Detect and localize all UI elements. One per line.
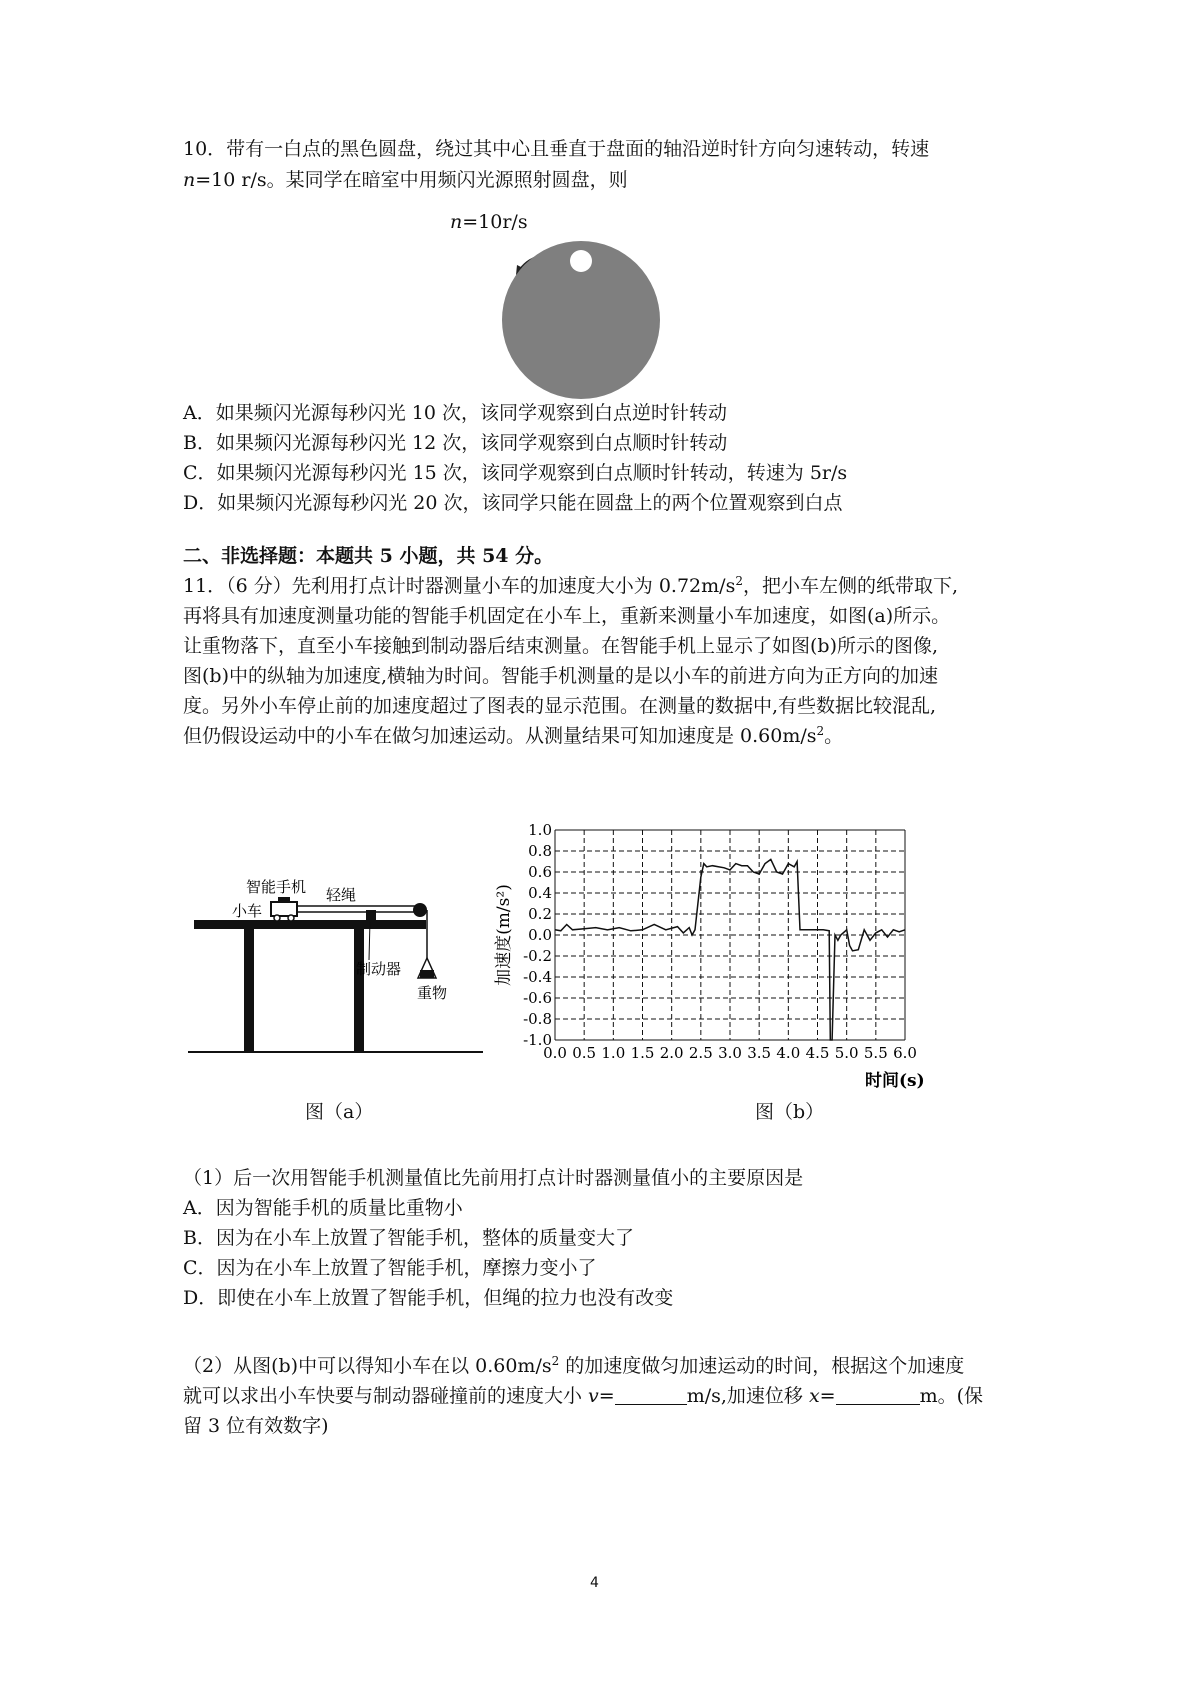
y-tick-label: 0.4 — [528, 884, 552, 902]
x-tick-label: 4.0 — [776, 1044, 801, 1062]
q11-part2-line2: 就可以求出小车快要与制动器碰撞前的速度大小 v= m/s,加速位移 x= m。(保 — [183, 1385, 984, 1407]
x-tick-label: 2.5 — [688, 1044, 713, 1062]
white-dot — [570, 250, 592, 272]
y-tick-label: -1.0 — [523, 1031, 552, 1049]
q11-part1-option-c: C．因为在小车上放置了智能手机，摩擦力变小了 — [183, 1257, 597, 1279]
x-tick-label: 1.5 — [630, 1044, 655, 1062]
q11-stem-line5: 度。另外小车停止前的加速度超过了图表的显示范围。在测量的数据中,有些数据比较混乱, — [183, 695, 937, 717]
page-number: 4 — [590, 1575, 599, 1591]
smartphone — [278, 897, 290, 902]
rotating-disc-figure — [430, 205, 730, 405]
x-tick-label: 5.5 — [863, 1044, 888, 1062]
q10-option-b: B．如果频闪光源每秒闪光 12 次，该同学观察到白点顺时针转动 — [183, 432, 728, 454]
y-tick-label: 1.0 — [528, 821, 552, 839]
y-tick-label: 0.8 — [528, 842, 552, 860]
section2-title: 二、非选择题：本题共 5 小题，共 54 分。 — [183, 545, 554, 567]
y-tick-label: -0.2 — [523, 947, 552, 965]
weight-block — [420, 970, 434, 978]
q11-stem-line3: 让重物落下，直至小车接触到制动器后结束测量。在智能手机上显示了如图(b)所示的图像, — [183, 635, 939, 657]
cart-body — [271, 902, 297, 916]
x-tick-label: 3.0 — [718, 1044, 742, 1062]
x-tick-label: 5.0 — [834, 1044, 859, 1062]
table-top — [194, 920, 426, 929]
label-phone: 智能手机 — [246, 878, 307, 896]
q10-option-d: D．如果频闪光源每秒闪光 20 次，该同学只能在圆盘上的两个位置观察到白点 — [183, 492, 843, 514]
label-rope: 轻绳 — [326, 886, 357, 904]
x-tick-label: 0.0 — [543, 1044, 567, 1062]
y-tick-label: -0.4 — [523, 968, 552, 986]
disc-drawing — [430, 205, 730, 405]
x-tick-label: 0.5 — [572, 1044, 597, 1062]
q10-option-c: C．如果频闪光源每秒闪光 15 次，该同学观察到白点顺时针转动，转速为 5r/s — [183, 462, 848, 484]
q10-option-a: A．如果频闪光源每秒闪光 10 次，该同学观察到白点逆时针转动 — [183, 402, 727, 424]
y-tick-label: -0.8 — [523, 1010, 552, 1028]
table-leg-left — [244, 929, 254, 1052]
label-weight: 重物 — [417, 984, 448, 1002]
displacement-answer-blank[interactable] — [836, 1384, 920, 1405]
label-cart: 小车 — [232, 902, 263, 920]
q11-part2-line3: 留 3 位有效数字) — [183, 1415, 329, 1437]
q10-var-n: n — [183, 169, 196, 191]
x-tick-label: 3.5 — [747, 1044, 772, 1062]
q10-stem-line1: 10．带有一白点的黑色圆盘，绕过其中心且垂直于盘面的轴沿逆时针方向匀速转动，转速 — [183, 138, 930, 160]
q11-part1-option-d: D．即使在小车上放置了智能手机，但绳的拉力也没有改变 — [183, 1287, 674, 1309]
x-tick-label: 1.0 — [601, 1044, 626, 1062]
figure-b-acceleration-chart — [494, 820, 1025, 1091]
y-tick-label: 0.2 — [528, 905, 552, 923]
brake-block — [366, 910, 376, 920]
x-axis-label: 时间(s) — [865, 1071, 925, 1091]
q11-part2-line1: （2）从图(b)中可以得知小车在以 $0.60m/s^2$ 的加速度做匀加速运动的时间，根据这个加速度 — [183, 1354, 965, 1377]
table-leg-right — [354, 929, 364, 1052]
cart-wheel — [288, 915, 294, 921]
cart-wheel — [274, 915, 280, 921]
figure-a-caption: 图（a） — [305, 1101, 374, 1123]
label-brake: 制动器 — [356, 960, 402, 978]
q11-stem-line2: 再将具有加速度测量功能的智能手机固定在小车上，重新来测量小车加速度，如图(a)所示。 — [183, 605, 951, 627]
q11-stem-line1: 11．（6 分）先利用打点计时器测量小车的加速度大小为 $0.72m/s^2$，把小车左侧的纸带取下, — [183, 574, 959, 597]
figure-a-apparatus — [188, 840, 488, 1060]
x-tick-label: 2.0 — [659, 1044, 684, 1062]
y-tick-label: 0.0 — [528, 926, 552, 944]
q11-part1-option-b: B．因为在小车上放置了智能手机，整体的质量变大了 — [183, 1227, 634, 1249]
q11-stem-line4: 图(b)中的纵轴为加速度,横轴为时间。智能手机测量的是以小车的前进方向为正方向的加速 — [183, 665, 939, 687]
velocity-answer-blank[interactable] — [615, 1384, 687, 1405]
q10-stem-line2: n=10 r/s。某同学在暗室中用频闪光源照射圆盘，则 — [183, 169, 628, 191]
x-tick-label: 6.0 — [893, 1044, 917, 1062]
y-axis-label: 加速度(m/s²) — [494, 884, 514, 986]
y-tick-label: 0.6 — [528, 863, 552, 881]
x-tick-label: 4.5 — [805, 1044, 830, 1062]
q11-stem-line6: 但仍假设运动中的小车在做匀加速运动。从测量结果可知加速度是 $0.60m/s^2$。 — [183, 724, 844, 747]
q11-part1-stem: （1）后一次用智能手机测量值比先前用打点计时器测量值小的主要原因是 — [183, 1167, 804, 1189]
y-tick-label: -0.6 — [523, 989, 552, 1007]
figure-b-caption: 图（b） — [755, 1101, 825, 1123]
q11-part1-option-a: A．因为智能手机的质量比重物小 — [183, 1197, 463, 1219]
pulley — [413, 903, 427, 917]
disc-speed-label: n=10r/s — [450, 211, 528, 233]
